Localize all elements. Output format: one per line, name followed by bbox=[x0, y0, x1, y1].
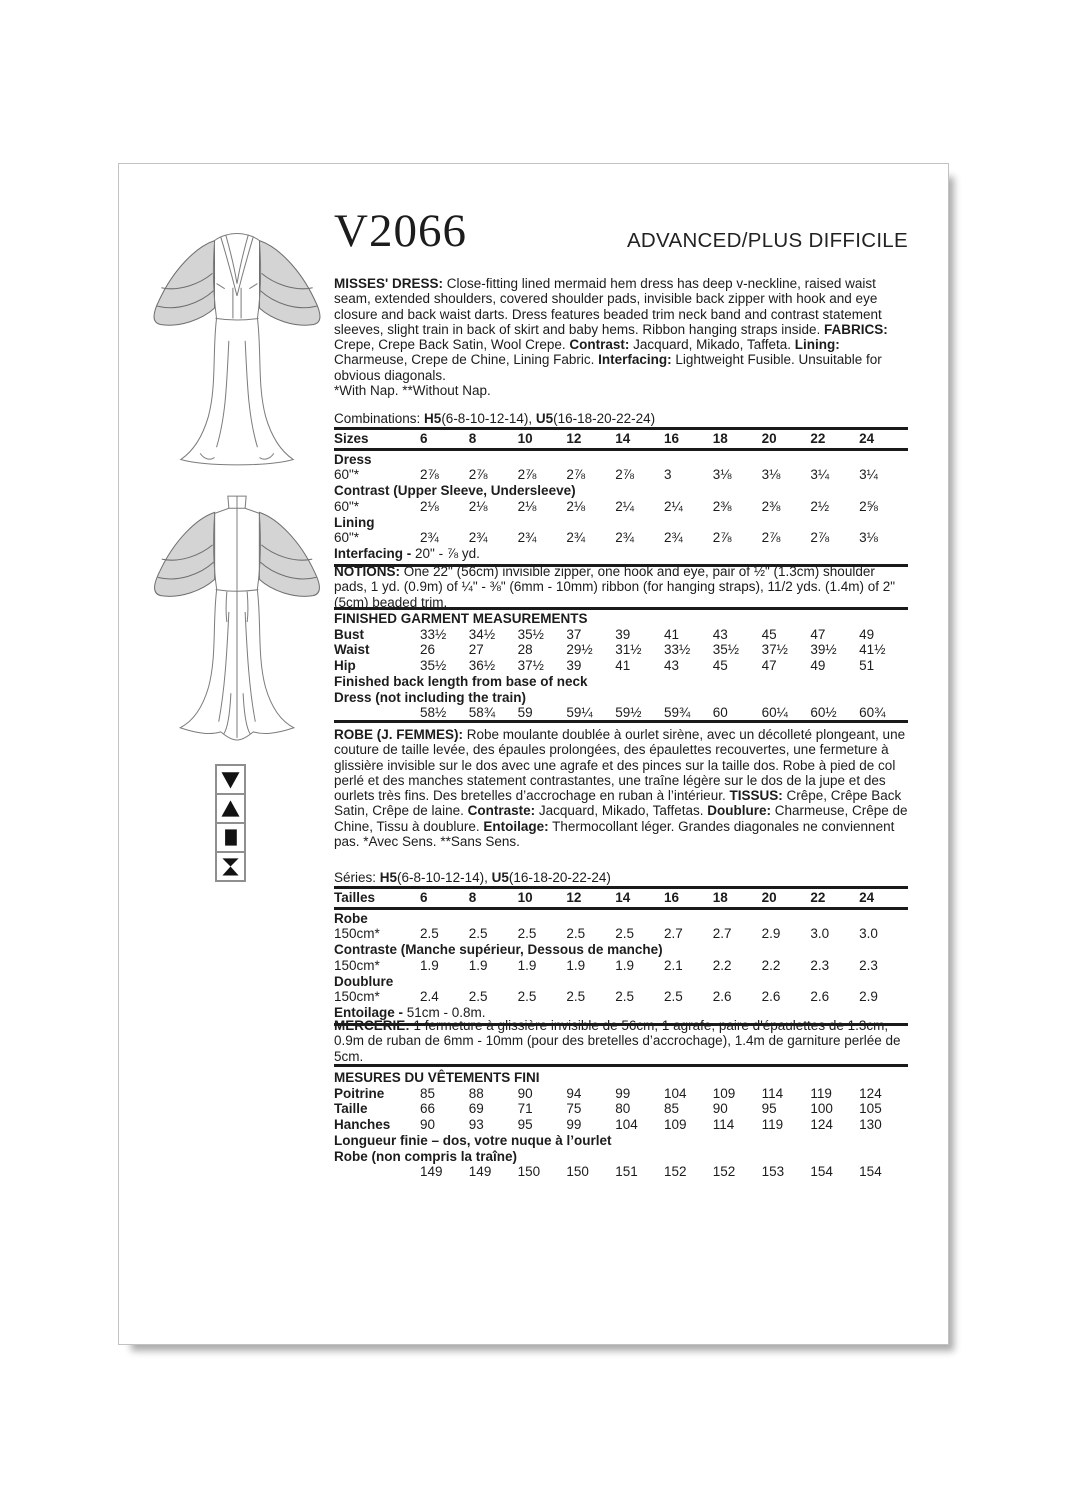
table-cell: 2.7 bbox=[712, 926, 732, 942]
table-cell: 2¾ bbox=[420, 530, 439, 546]
table-cell: Poitrine bbox=[334, 1085, 385, 1101]
combinations-line bbox=[334, 411, 908, 426]
table-cell: 2.5 bbox=[420, 926, 439, 942]
table-cell: 99 bbox=[615, 1085, 631, 1101]
notions-paragraph bbox=[334, 564, 908, 610]
table-cell: 41 bbox=[663, 626, 680, 642]
table-cell: 75 bbox=[566, 1101, 582, 1117]
table-cell: 3⅛ bbox=[712, 467, 732, 483]
table-cell bbox=[334, 1164, 420, 1180]
table-section-label: Contraste (Manche supérieur, Dessous de manche) bbox=[334, 942, 663, 958]
table-cell: 10 bbox=[517, 890, 533, 905]
table-cell: 58¾ bbox=[468, 705, 496, 721]
table-section-label: Doublure bbox=[334, 973, 394, 989]
text-segment: Jacquard, Mikado, Taffetas. bbox=[535, 803, 708, 819]
text-segment: Interfacing - bbox=[334, 545, 412, 561]
table-cell: 2⅛ bbox=[420, 498, 439, 514]
table-cell: 104 bbox=[615, 1117, 638, 1133]
table-cell: 8 bbox=[468, 890, 477, 905]
table-cell: 1.9 bbox=[615, 957, 634, 973]
table-cell: 2.5 bbox=[615, 926, 634, 942]
text-segment: NOTIONS: bbox=[334, 564, 400, 579]
table-cell: 20 bbox=[761, 431, 777, 446]
text-segment: MISSES' DRESS: bbox=[334, 276, 443, 291]
table-cell: 2⅛ bbox=[566, 498, 586, 514]
table-cell: 35½ bbox=[420, 658, 447, 674]
table-cell: 1.9 bbox=[420, 957, 439, 973]
table-cell: 22 bbox=[810, 431, 826, 446]
table-row bbox=[334, 499, 908, 515]
table-cell: 2¾ bbox=[517, 530, 537, 546]
table-cell: Tailles bbox=[334, 890, 376, 905]
table-cell: 33½ bbox=[420, 626, 447, 642]
text-segment: One 22" (56cm) invisible zipper, one hook and eye, pair of ½" (1.3cm) shoulder pads, 1 yd. (0.9m) of ¼" - ⅜" (6mm - 10mm) ribbon (for hanging straps), 11/2 yds. (1.4m) of 2" (5cm) beaded trim. bbox=[334, 564, 896, 610]
table-cell: 153 bbox=[761, 1164, 785, 1180]
table-cell: 12 bbox=[566, 431, 582, 446]
table-cell bbox=[334, 705, 420, 721]
cutting-layout-symbols bbox=[215, 766, 246, 882]
table-cell: 3⅛ bbox=[761, 467, 781, 483]
text-segment: ROBE (J. FEMMES): bbox=[334, 727, 464, 742]
table-cell: 8 bbox=[468, 431, 477, 446]
table-note-row bbox=[334, 546, 908, 562]
text-segment: H5 bbox=[424, 411, 442, 426]
table-cell: 152 bbox=[712, 1164, 736, 1180]
table-cell: 2.5 bbox=[468, 926, 488, 942]
table-section-label: Dress (not including the train) bbox=[334, 689, 527, 705]
text-segment: Charmeuse, Crepe de Chine, Lining Fabric. bbox=[334, 352, 599, 368]
table-cell: 31½ bbox=[615, 642, 642, 658]
text-segment: Contraste: bbox=[467, 803, 536, 819]
table-cell: 3.0 bbox=[859, 926, 878, 942]
table-cell: 51 bbox=[859, 658, 875, 674]
table-section-label: Finished back length from base of neck bbox=[334, 673, 588, 689]
table-cell: 43 bbox=[712, 626, 728, 642]
table-row bbox=[334, 467, 908, 483]
table-cell: 90 bbox=[712, 1101, 728, 1117]
table-cell: 2¼ bbox=[663, 498, 683, 514]
text-segment: U5 bbox=[535, 411, 554, 426]
table-cell: 2¾ bbox=[468, 530, 488, 546]
table-cell: 60½ bbox=[810, 705, 837, 721]
text-segment: Jacquard, Mikado, Taffeta. bbox=[629, 337, 795, 353]
table-cell: Bust bbox=[334, 626, 364, 642]
table-section-label: MESURES DU VÊTEMENTS FINI bbox=[334, 1070, 540, 1085]
finished-garment-table bbox=[334, 611, 908, 721]
table-cell: 1.9 bbox=[566, 957, 586, 973]
table-cell: Sizes bbox=[334, 431, 369, 446]
text-segment: Charmeuse, Crêpe de Chine, Tissu à doublure. bbox=[334, 803, 908, 834]
table-cell: 2¾ bbox=[566, 530, 586, 546]
table-cell: 20 bbox=[761, 890, 777, 905]
text-segment: 20" - ⅞ yd. bbox=[411, 545, 480, 561]
table-cell: 2.5 bbox=[517, 926, 537, 942]
table-cell: 154 bbox=[859, 1164, 882, 1180]
table-cell: 2.2 bbox=[712, 957, 732, 973]
table-cell: 2⅞ bbox=[615, 467, 634, 483]
table-cell: 10 bbox=[517, 431, 533, 446]
table-cell: 3⅛ bbox=[859, 530, 878, 546]
table-cell: 59½ bbox=[615, 705, 642, 721]
table-row bbox=[334, 627, 908, 643]
table-cell: 2⅝ bbox=[859, 498, 878, 514]
table-cell: 39½ bbox=[810, 642, 837, 658]
table-cell: 124 bbox=[859, 1085, 882, 1101]
symbol-triangle-up-icon bbox=[215, 793, 246, 824]
table-cell: 2⅛ bbox=[517, 498, 537, 514]
table-cell: 33½ bbox=[663, 642, 691, 658]
table-cell: 2¾ bbox=[663, 530, 683, 546]
table-cell: 37½ bbox=[761, 642, 788, 658]
table-cell: 109 bbox=[712, 1085, 736, 1101]
table-cell: 150cm* bbox=[334, 989, 380, 1005]
difficulty-level: ADVANCED/PLUS DIFFICILE bbox=[626, 229, 908, 252]
table-cell: 152 bbox=[663, 1164, 687, 1180]
table-cell: 2.5 bbox=[468, 989, 488, 1005]
table-cell: 1.9 bbox=[517, 957, 537, 973]
symbol-hourglass-icon bbox=[215, 851, 246, 882]
table-cell: 2⅞ bbox=[517, 467, 537, 483]
text-segment: Séries: bbox=[334, 870, 380, 885]
table-cell: 3¼ bbox=[859, 467, 878, 483]
table-cell: 37 bbox=[566, 626, 582, 642]
text-segment: Thermocollant léger. Grandes diagonales ne conviennent pas. *Avec Sens. **Sans Sens. bbox=[334, 818, 895, 850]
text-segment: Crêpe, Crêpe Back Satin, Crêpe de laine. bbox=[334, 788, 902, 819]
table-cell: 2⅞ bbox=[712, 530, 732, 546]
text-segment: MERCERIE: bbox=[334, 1018, 410, 1033]
table-cell: 29½ bbox=[566, 642, 593, 658]
table-cell: 34½ bbox=[468, 626, 496, 642]
table-cell: 150cm* bbox=[334, 957, 380, 973]
table-cell: 2.9 bbox=[761, 926, 781, 942]
text-segment: Robe moulante doublée à ourlet sirène, avec un décolleté plongeant, une couture de taille levée, des épaules prolongées, des épaulettes recouvertes, une fermeture à glissière invisible sur le dos avec une agrafe et des pinces sur la taille dos. Robe à pied de col perlé et des manches statement contrastantes, une traîne légère sur le dos de la jupe et des ourlets très fins. Des bretelles d’accrochage en ruban à l’intérieur. bbox=[334, 727, 906, 804]
table-row bbox=[334, 1164, 908, 1180]
table-cell: Taille bbox=[334, 1101, 368, 1117]
text-segment: (16-18-20-22-24) bbox=[508, 870, 611, 885]
table-cell: 114 bbox=[761, 1085, 784, 1101]
table-section-label: Dress bbox=[334, 451, 372, 467]
table-cell: 37½ bbox=[517, 658, 544, 674]
table-cell: 119 bbox=[810, 1085, 832, 1101]
table-cell: 14 bbox=[615, 890, 631, 905]
table-cell: 60¼ bbox=[761, 705, 788, 721]
table-cell: 59¾ bbox=[663, 705, 691, 721]
table-section-label: Lining bbox=[334, 514, 375, 530]
table-cell: 24 bbox=[859, 431, 875, 446]
table-cell: 59 bbox=[517, 705, 533, 721]
table-cell: 27 bbox=[468, 642, 484, 658]
table-cell: 130 bbox=[859, 1117, 882, 1133]
table-cell: 41 bbox=[615, 658, 631, 674]
table-cell: 119 bbox=[761, 1117, 784, 1133]
table-cell: 35½ bbox=[517, 626, 544, 642]
table-cell: 99 bbox=[566, 1117, 582, 1133]
table-section-label: Contrast (Upper Sleeve, Undersleeve) bbox=[334, 483, 576, 499]
table-cell: 66 bbox=[420, 1101, 436, 1117]
table-cell: 6 bbox=[420, 431, 428, 446]
table-cell: 3 bbox=[663, 467, 672, 483]
table-cell: 2.5 bbox=[566, 989, 586, 1005]
mesures-table bbox=[334, 1070, 908, 1180]
text-segment: Contrast: bbox=[569, 337, 630, 353]
table-cell: 45 bbox=[712, 658, 728, 674]
table-cell: 18 bbox=[712, 431, 728, 446]
text-segment: Combinations: bbox=[334, 411, 425, 426]
text-segment: Interfacing: bbox=[598, 352, 672, 368]
section-rule bbox=[334, 607, 908, 610]
table-cell: 12 bbox=[566, 890, 582, 905]
table-cell: 49 bbox=[810, 658, 826, 674]
table-cell: 3¼ bbox=[810, 467, 830, 483]
table-cell: 105 bbox=[859, 1101, 882, 1117]
table-cell: 3.0 bbox=[810, 926, 830, 942]
text-segment: H5 bbox=[379, 870, 398, 885]
table-cell: 154 bbox=[810, 1164, 833, 1180]
table-cell: 2⅜ bbox=[712, 498, 732, 514]
table-cell: 150 bbox=[566, 1164, 589, 1180]
table-cell: 90 bbox=[517, 1085, 533, 1101]
yardage-table-metric bbox=[334, 886, 908, 1026]
table-cell: 2⅜ bbox=[761, 498, 781, 514]
yardage-table-us bbox=[334, 427, 908, 567]
pattern-envelope-back-sheet bbox=[118, 163, 949, 1345]
table-cell: 2¾ bbox=[615, 530, 634, 546]
table-cell: 41½ bbox=[859, 642, 886, 658]
table-cell: 104 bbox=[663, 1085, 687, 1101]
table-section-label: Longueur finie – dos, votre nuque à l’ourlet bbox=[334, 1132, 612, 1148]
text-segment: Entoilage - bbox=[334, 1004, 404, 1020]
description-english bbox=[334, 276, 908, 398]
table-cell: 2.6 bbox=[810, 989, 830, 1005]
table-cell: 2.6 bbox=[712, 989, 732, 1005]
table-cell: 16 bbox=[663, 890, 680, 905]
table-cell: 95 bbox=[517, 1117, 533, 1133]
section-rule bbox=[334, 1064, 908, 1067]
table-row bbox=[334, 642, 908, 658]
table-cell: 2¼ bbox=[615, 498, 634, 514]
table-cell: 2.6 bbox=[761, 989, 781, 1005]
text-segment: FABRICS: bbox=[824, 321, 888, 337]
table-cell: 60"* bbox=[334, 530, 360, 546]
table-cell: 80 bbox=[615, 1101, 631, 1117]
table-cell: 85 bbox=[663, 1101, 680, 1117]
table-cell: 2.4 bbox=[420, 989, 439, 1005]
series-line bbox=[334, 870, 908, 885]
symbol-square-icon bbox=[215, 822, 246, 853]
text-segment: 51cm - 0.8m. bbox=[403, 1004, 486, 1020]
table-cell: 60"* bbox=[334, 467, 360, 483]
table-cell: 39 bbox=[566, 658, 582, 674]
text-segment: (6-8-10-12-14), bbox=[397, 870, 492, 885]
table-cell: 149 bbox=[468, 1164, 492, 1180]
table-cell: 90 bbox=[420, 1117, 436, 1133]
table-cell: Waist bbox=[334, 642, 370, 658]
table-cell: 2⅞ bbox=[468, 467, 488, 483]
table-header-row bbox=[334, 431, 908, 451]
table-cell: 18 bbox=[712, 890, 728, 905]
table-row bbox=[334, 658, 908, 674]
table-row bbox=[334, 1117, 908, 1133]
table-cell: 60"* bbox=[334, 498, 360, 514]
text-segment: Doublure: bbox=[707, 803, 771, 819]
table-cell: 151 bbox=[615, 1164, 638, 1180]
table-cell: 47 bbox=[761, 658, 777, 674]
text-segment: Crepe, Crepe Back Satin, Wool Crepe. bbox=[334, 337, 570, 353]
nap-note: *With Nap. **Without Nap. bbox=[334, 383, 491, 399]
table-cell: 2⅞ bbox=[761, 530, 781, 546]
text-segment: (6-8-10-12-14), bbox=[441, 411, 536, 426]
section-rule bbox=[334, 720, 908, 723]
table-cell: 93 bbox=[468, 1117, 484, 1133]
text-segment: Entoilage: bbox=[483, 818, 549, 834]
table-cell: 59¼ bbox=[566, 705, 593, 721]
symbol-triangle-down-icon bbox=[215, 764, 246, 795]
table-cell: 2⅞ bbox=[566, 467, 586, 483]
table-cell: 85 bbox=[420, 1085, 436, 1101]
table-cell: 2⅞ bbox=[420, 467, 439, 483]
table-cell: 49 bbox=[859, 626, 875, 642]
table-cell: 6 bbox=[420, 890, 428, 905]
table-cell: 16 bbox=[663, 431, 680, 446]
table-cell: 47 bbox=[810, 626, 826, 642]
table-cell: 149 bbox=[420, 1164, 443, 1180]
table-cell: 14 bbox=[615, 431, 631, 446]
table-cell: 22 bbox=[810, 890, 826, 905]
table-cell: Hip bbox=[334, 658, 356, 674]
text-segment: TISSUS: bbox=[729, 788, 783, 804]
table-row bbox=[334, 926, 908, 942]
table-cell: 88 bbox=[468, 1085, 484, 1101]
table-cell: 45 bbox=[761, 626, 777, 642]
table-row bbox=[334, 989, 908, 1005]
table-section-label: Robe (non compris la traîne) bbox=[334, 1148, 518, 1164]
table-cell: 150cm* bbox=[334, 926, 380, 942]
table-row bbox=[334, 958, 908, 974]
table-cell: 24 bbox=[859, 890, 875, 905]
table-header-row bbox=[334, 890, 908, 910]
table-cell: 2⅛ bbox=[468, 498, 488, 514]
table-cell: 60¾ bbox=[859, 705, 886, 721]
table-cell: 114 bbox=[712, 1117, 735, 1133]
table-cell: 2.5 bbox=[615, 989, 634, 1005]
table-cell: 2.7 bbox=[663, 926, 683, 942]
table-cell: 100 bbox=[810, 1101, 833, 1117]
table-cell: 2.5 bbox=[517, 989, 537, 1005]
text-segment: Lightweight Fusible. Unsuitable for obvious diagonals. bbox=[334, 352, 882, 383]
text-segment: Lining: bbox=[794, 337, 840, 353]
table-row bbox=[334, 1101, 908, 1117]
text-segment: 1 fermeture à glissière invisible de 56cm, 1 agrafe, paire d'épaulettes de 1.3cm, 0.9m de ruban de 6mm - 10mm (pour des bretelles d’accrochage), 1.4m de garniture perlée de 5cm. bbox=[334, 1018, 901, 1064]
table-row bbox=[334, 705, 908, 721]
table-cell: 26 bbox=[420, 642, 436, 658]
table-cell: 2.5 bbox=[566, 926, 586, 942]
table-cell: 28 bbox=[517, 642, 533, 658]
table-row bbox=[334, 1086, 908, 1102]
table-cell: 71 bbox=[517, 1101, 533, 1117]
table-cell: Hanches bbox=[334, 1117, 391, 1133]
table-cell: 2.5 bbox=[663, 989, 683, 1005]
table-cell: 1.9 bbox=[468, 957, 488, 973]
table-cell: 60 bbox=[712, 705, 728, 721]
text-segment: U5 bbox=[491, 870, 509, 885]
table-cell: 2.1 bbox=[663, 957, 683, 973]
table-section-label: Robe bbox=[334, 910, 368, 926]
table-cell: 94 bbox=[566, 1085, 582, 1101]
table-cell: 2½ bbox=[810, 498, 830, 514]
table-cell: 35½ bbox=[712, 642, 740, 658]
table-cell: 2.3 bbox=[859, 957, 878, 973]
table-cell: 109 bbox=[663, 1117, 687, 1133]
pattern-number: V2066 bbox=[334, 205, 467, 257]
text-segment: Close-fitting lined mermaid hem dress has deep v-neckline, raised waist seam, extended shoulders, covered shoulder pads, invisible back zipper with hook and eye closure and back waist darts. Dress features beaded trim neck band and contrast statement sleeves, slight train in back of skirt and baby hems. Ribbon hanging straps inside. bbox=[334, 276, 882, 337]
table-cell: 39 bbox=[615, 626, 631, 642]
dress-back-illustration bbox=[147, 490, 327, 742]
table-cell: 124 bbox=[810, 1117, 833, 1133]
table-cell: 43 bbox=[663, 658, 680, 674]
table-cell: 2⅞ bbox=[810, 530, 830, 546]
mercerie-paragraph bbox=[334, 1018, 908, 1064]
table-cell: 2.2 bbox=[761, 957, 781, 973]
table-cell: 2.3 bbox=[810, 957, 830, 973]
table-cell: 69 bbox=[468, 1101, 484, 1117]
dress-front-illustration bbox=[147, 220, 327, 472]
table-row bbox=[334, 530, 908, 546]
text-segment: (16-18-20-22-24) bbox=[553, 411, 656, 426]
table-section-label: FINISHED GARMENT MEASUREMENTS bbox=[334, 611, 588, 626]
table-cell: 2.9 bbox=[859, 989, 878, 1005]
table-cell: 150 bbox=[517, 1164, 541, 1180]
table-cell: 36½ bbox=[468, 658, 496, 674]
description-french bbox=[334, 727, 908, 849]
table-cell: 58½ bbox=[420, 705, 447, 721]
table-cell: 95 bbox=[761, 1101, 777, 1117]
